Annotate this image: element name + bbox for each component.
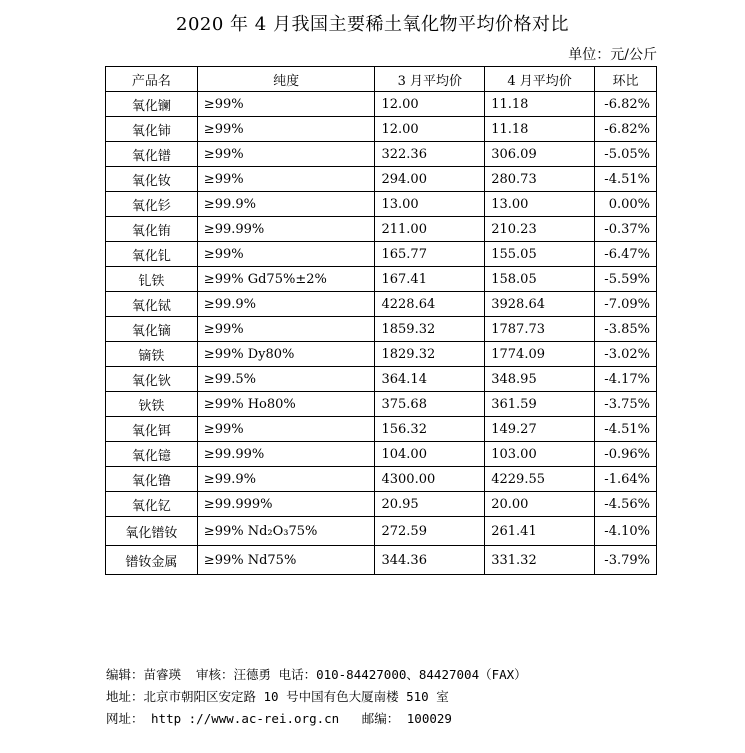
footer-editor-line: 编辑：苗睿瑛 审核：汪德勇 电话：010-84427000、84427004（FAX） <box>106 667 527 682</box>
cell-march-price: 322.36 <box>375 142 485 167</box>
cell-change: -5.59% <box>594 267 656 292</box>
table-row <box>106 192 657 217</box>
cell-purity: ≥99% <box>197 317 375 342</box>
cell-march-price: 1859.32 <box>375 317 485 342</box>
cell-product-name: 氧化镱 <box>106 442 198 467</box>
cell-product-name: 氧化镨钕 <box>106 517 198 546</box>
cell-purity: ≥99% Gd75%±2% <box>197 267 375 292</box>
cell-product-name: 氧化钆 <box>106 242 198 267</box>
unit-label: 单位：元/公斤 <box>568 47 657 63</box>
cell-purity: ≥99.9% <box>197 292 375 317</box>
table-row <box>106 517 657 546</box>
cell-change: -4.51% <box>594 167 656 192</box>
cell-april-price: 361.59 <box>485 392 595 417</box>
cell-april-price: 306.09 <box>485 142 595 167</box>
cell-march-price: 4300.00 <box>375 467 485 492</box>
cell-change: -5.05% <box>594 142 656 167</box>
cell-march-price: 104.00 <box>375 442 485 467</box>
cell-change: -6.82% <box>594 92 656 117</box>
cell-april-price: 1787.73 <box>485 317 595 342</box>
cell-purity: ≥99.99% <box>197 217 375 242</box>
cell-purity: ≥99% Nd₂O₃75% <box>197 517 375 546</box>
cell-change: -4.51% <box>594 417 656 442</box>
cell-change: -6.47% <box>594 242 656 267</box>
cell-purity: ≥99% <box>197 142 375 167</box>
cell-change: -1.64% <box>594 467 656 492</box>
cell-change: -0.37% <box>594 217 656 242</box>
cell-purity: ≥99.9% <box>197 467 375 492</box>
cell-purity: ≥99% Ho80% <box>197 392 375 417</box>
cell-product-name: 镝铁 <box>106 342 198 367</box>
cell-march-price: 165.77 <box>375 242 485 267</box>
header-march-price: 3 月平均价 <box>375 67 485 92</box>
cell-purity: ≥99% <box>197 167 375 192</box>
cell-change: 0.00% <box>594 192 656 217</box>
cell-march-price: 1829.32 <box>375 342 485 367</box>
cell-product-name: 氧化铕 <box>106 217 198 242</box>
footer-address-line: 地址：北京市朝阳区安定路 10 号中国有色大厦南楼 510 室 <box>106 689 449 704</box>
cell-product-name: 氧化镥 <box>106 467 198 492</box>
footer-website-line: 网址： http ://www.ac-rei.org.cn 邮编： 100029 <box>106 711 452 726</box>
cell-product-name: 氧化铈 <box>106 117 198 142</box>
header-product: 产品名 <box>106 67 198 92</box>
cell-change: -3.85% <box>594 317 656 342</box>
cell-purity: ≥99% <box>197 117 375 142</box>
table-row <box>106 92 657 117</box>
cell-march-price: 13.00 <box>375 192 485 217</box>
cell-april-price: 331.32 <box>485 546 595 575</box>
table-row <box>106 417 657 442</box>
cell-change: -3.79% <box>594 546 656 575</box>
table-row <box>106 342 657 367</box>
cell-april-price: 348.95 <box>485 367 595 392</box>
cell-april-price: 11.18 <box>485 92 595 117</box>
cell-march-price: 20.95 <box>375 492 485 517</box>
header-change: 环比 <box>594 67 656 92</box>
cell-product-name: 氧化钬 <box>106 367 198 392</box>
cell-change: -4.17% <box>594 367 656 392</box>
cell-product-name: 氧化铒 <box>106 417 198 442</box>
table-row <box>106 467 657 492</box>
cell-purity: ≥99% Dy80% <box>197 342 375 367</box>
cell-march-price: 211.00 <box>375 217 485 242</box>
cell-april-price: 11.18 <box>485 117 595 142</box>
cell-purity: ≥99.9% <box>197 192 375 217</box>
table-row <box>106 546 657 575</box>
cell-change: -4.56% <box>594 492 656 517</box>
table-row <box>106 442 657 467</box>
footer <box>106 664 527 730</box>
cell-change: -3.02% <box>594 342 656 367</box>
table-header-row <box>106 67 657 92</box>
cell-april-price: 1774.09 <box>485 342 595 367</box>
cell-change: -7.09% <box>594 292 656 317</box>
cell-product-name: 氧化钇 <box>106 492 198 517</box>
cell-purity: ≥99% <box>197 242 375 267</box>
cell-april-price: 261.41 <box>485 517 595 546</box>
cell-product-name: 氧化镨 <box>106 142 198 167</box>
price-table <box>105 66 657 575</box>
table-row <box>106 167 657 192</box>
cell-april-price: 13.00 <box>485 192 595 217</box>
table-row <box>106 117 657 142</box>
table-row <box>106 142 657 167</box>
cell-product-name: 镨钕金属 <box>106 546 198 575</box>
cell-product-name: 钆铁 <box>106 267 198 292</box>
cell-april-price: 4229.55 <box>485 467 595 492</box>
cell-april-price: 3928.64 <box>485 292 595 317</box>
table-row <box>106 292 657 317</box>
cell-march-price: 12.00 <box>375 117 485 142</box>
cell-product-name: 氧化镝 <box>106 317 198 342</box>
cell-march-price: 156.32 <box>375 417 485 442</box>
cell-product-name: 钬铁 <box>106 392 198 417</box>
cell-product-name: 氧化钐 <box>106 192 198 217</box>
cell-purity: ≥99% Nd75% <box>197 546 375 575</box>
cell-march-price: 364.14 <box>375 367 485 392</box>
cell-purity: ≥99% <box>197 417 375 442</box>
table-row <box>106 242 657 267</box>
cell-march-price: 167.41 <box>375 267 485 292</box>
cell-product-name: 氧化镧 <box>106 92 198 117</box>
page-title: 2020 年 4 月我国主要稀土氧化物平均价格对比 <box>176 14 569 35</box>
table-row <box>106 267 657 292</box>
cell-change: -6.82% <box>594 117 656 142</box>
cell-march-price: 12.00 <box>375 92 485 117</box>
cell-march-price: 272.59 <box>375 517 485 546</box>
table-row <box>106 367 657 392</box>
cell-purity: ≥99% <box>197 92 375 117</box>
cell-march-price: 294.00 <box>375 167 485 192</box>
cell-april-price: 20.00 <box>485 492 595 517</box>
cell-change: -0.96% <box>594 442 656 467</box>
cell-purity: ≥99.999% <box>197 492 375 517</box>
table-row <box>106 317 657 342</box>
cell-april-price: 155.05 <box>485 242 595 267</box>
header-purity: 纯度 <box>197 67 375 92</box>
cell-change: -4.10% <box>594 517 656 546</box>
cell-april-price: 149.27 <box>485 417 595 442</box>
cell-march-price: 375.68 <box>375 392 485 417</box>
cell-april-price: 103.00 <box>485 442 595 467</box>
table-row <box>106 217 657 242</box>
cell-purity: ≥99.5% <box>197 367 375 392</box>
cell-purity: ≥99.99% <box>197 442 375 467</box>
table-row <box>106 392 657 417</box>
cell-change: -3.75% <box>594 392 656 417</box>
header-april-price: 4 月平均价 <box>485 67 595 92</box>
cell-april-price: 158.05 <box>485 267 595 292</box>
cell-product-name: 氧化铽 <box>106 292 198 317</box>
table-body <box>106 92 657 575</box>
cell-april-price: 210.23 <box>485 217 595 242</box>
cell-april-price: 280.73 <box>485 167 595 192</box>
cell-march-price: 344.36 <box>375 546 485 575</box>
cell-march-price: 4228.64 <box>375 292 485 317</box>
table-row <box>106 492 657 517</box>
cell-product-name: 氧化钕 <box>106 167 198 192</box>
